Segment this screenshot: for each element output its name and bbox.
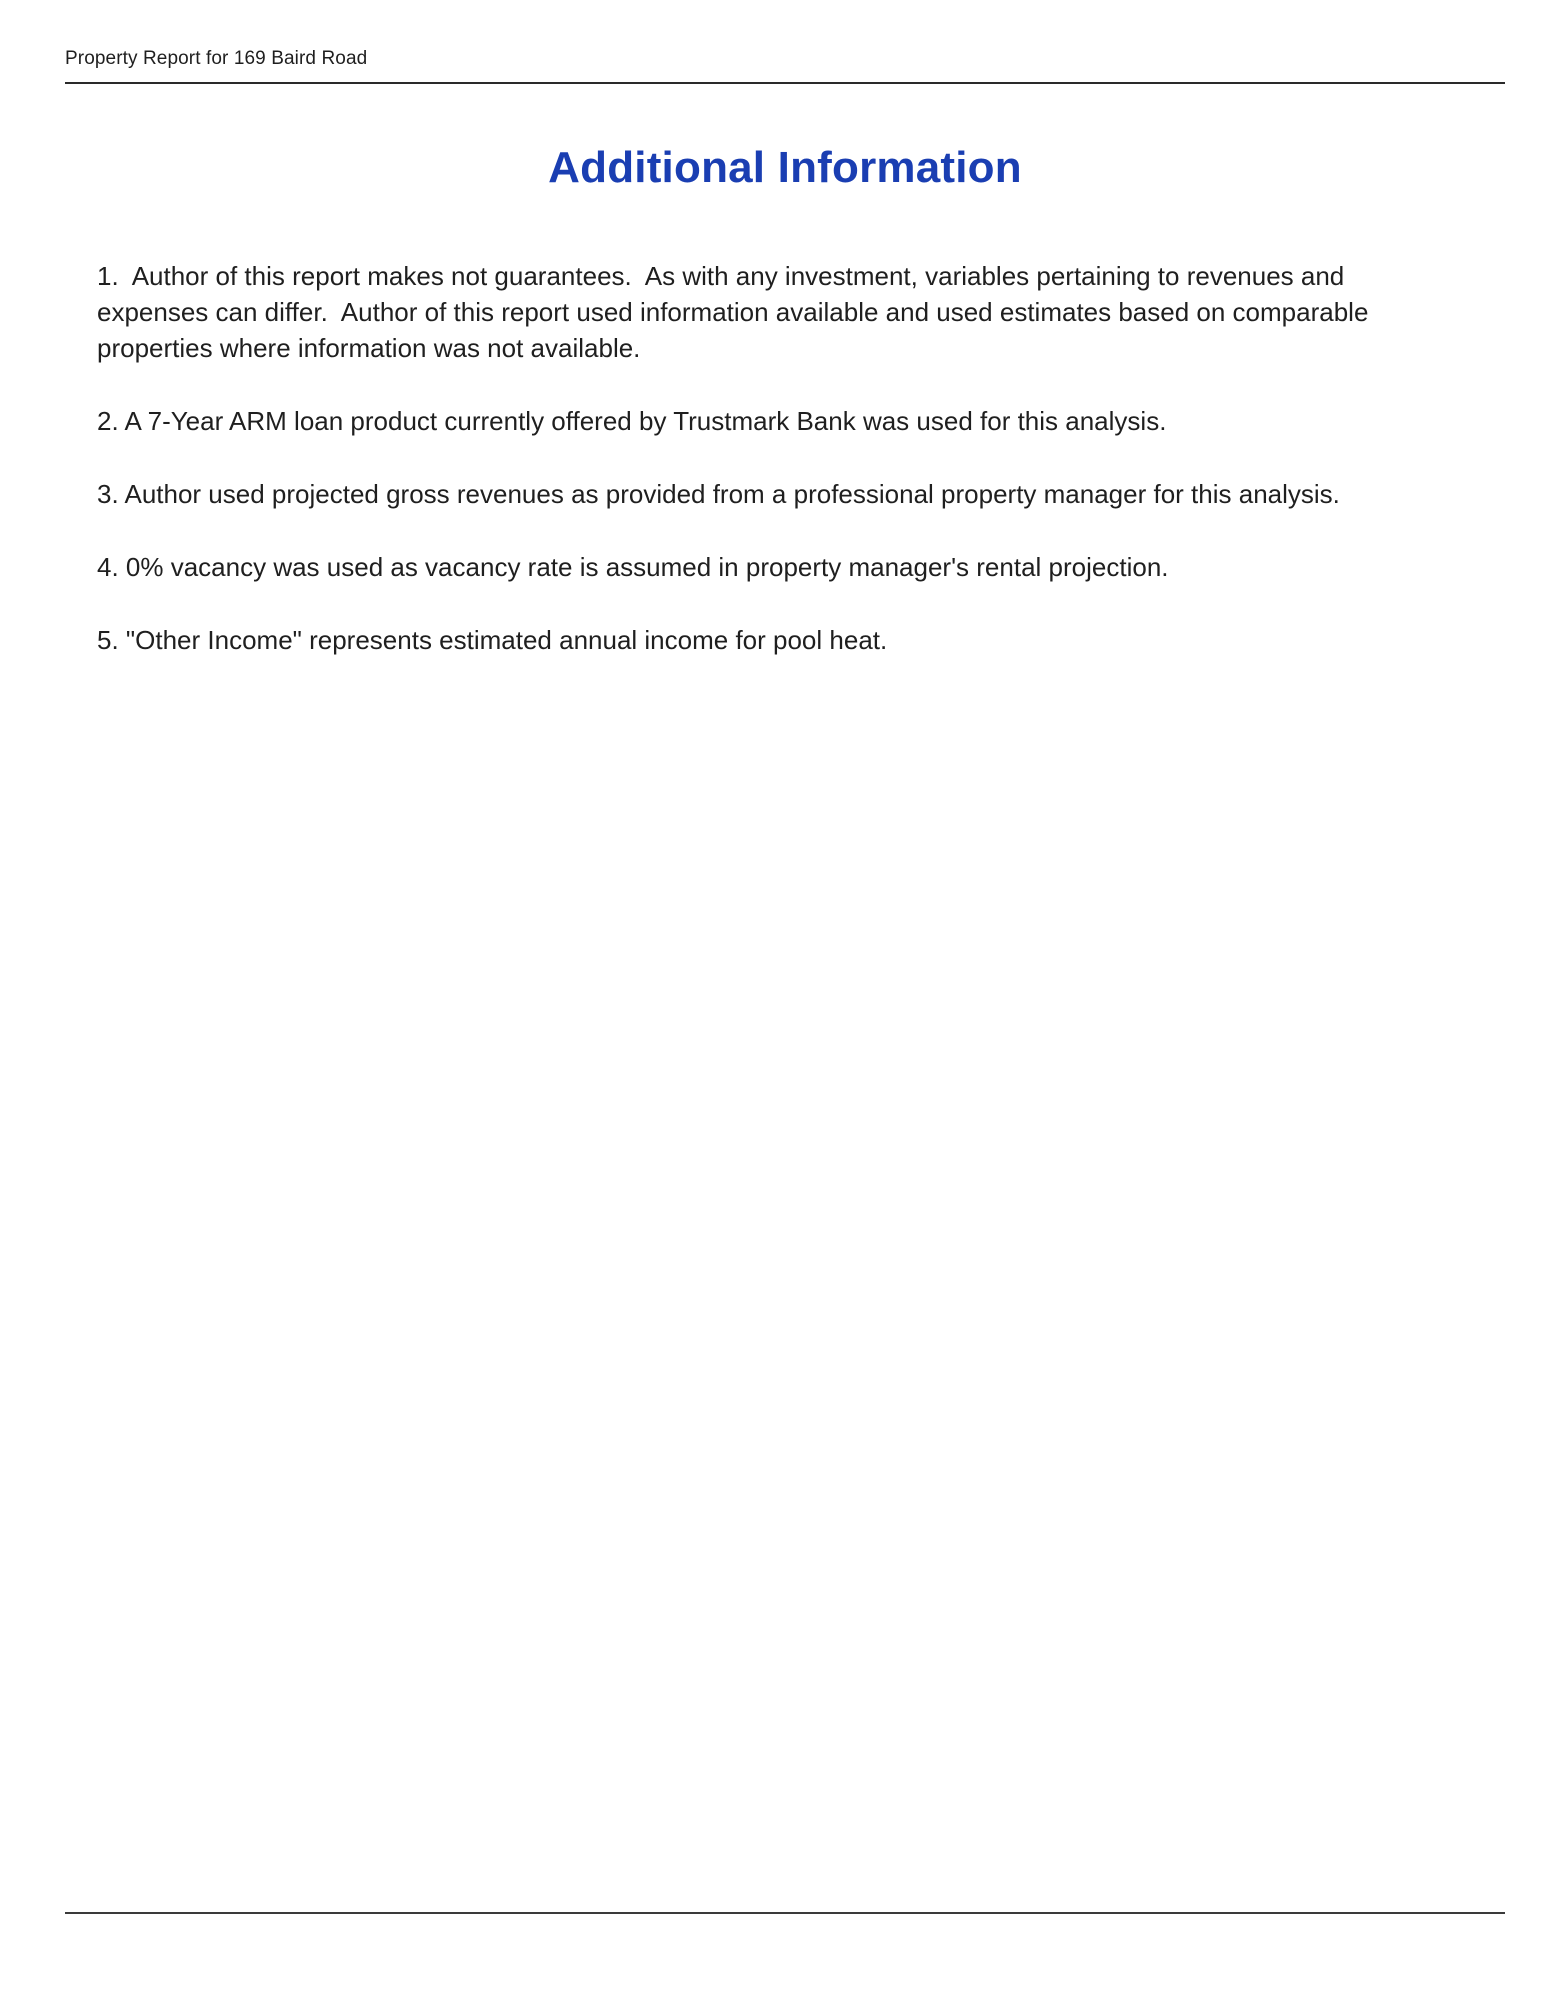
header-rule bbox=[65, 82, 1505, 84]
header-title: Property Report for 169 Baird Road bbox=[65, 48, 368, 69]
notes-list bbox=[97, 258, 1397, 695]
note-item: 4. 0% vacancy was used as vacancy rate is assumed in property manager's rental projection. bbox=[97, 552, 1169, 582]
note-item: 3. Author used projected gross revenues as provided from a professional property manager for this analysis. bbox=[97, 479, 1340, 509]
note-item: 5. "Other Income" represents estimated annual income for pool heat. bbox=[97, 625, 888, 655]
note-item: 1. Author of this report makes not guarantees. As with any investment, variables pertaining to revenues and expenses can differ. Author of this report used information available and used estimates based on comparable properties where information was not available. bbox=[97, 261, 1376, 363]
footer-rule bbox=[65, 1912, 1505, 1914]
section-title: Additional Information bbox=[548, 143, 1022, 192]
note-item: 2. A 7-Year ARM loan product currently offered by Trustmark Bank was used for this analysis. bbox=[97, 406, 1167, 436]
page-header bbox=[65, 46, 1505, 72]
